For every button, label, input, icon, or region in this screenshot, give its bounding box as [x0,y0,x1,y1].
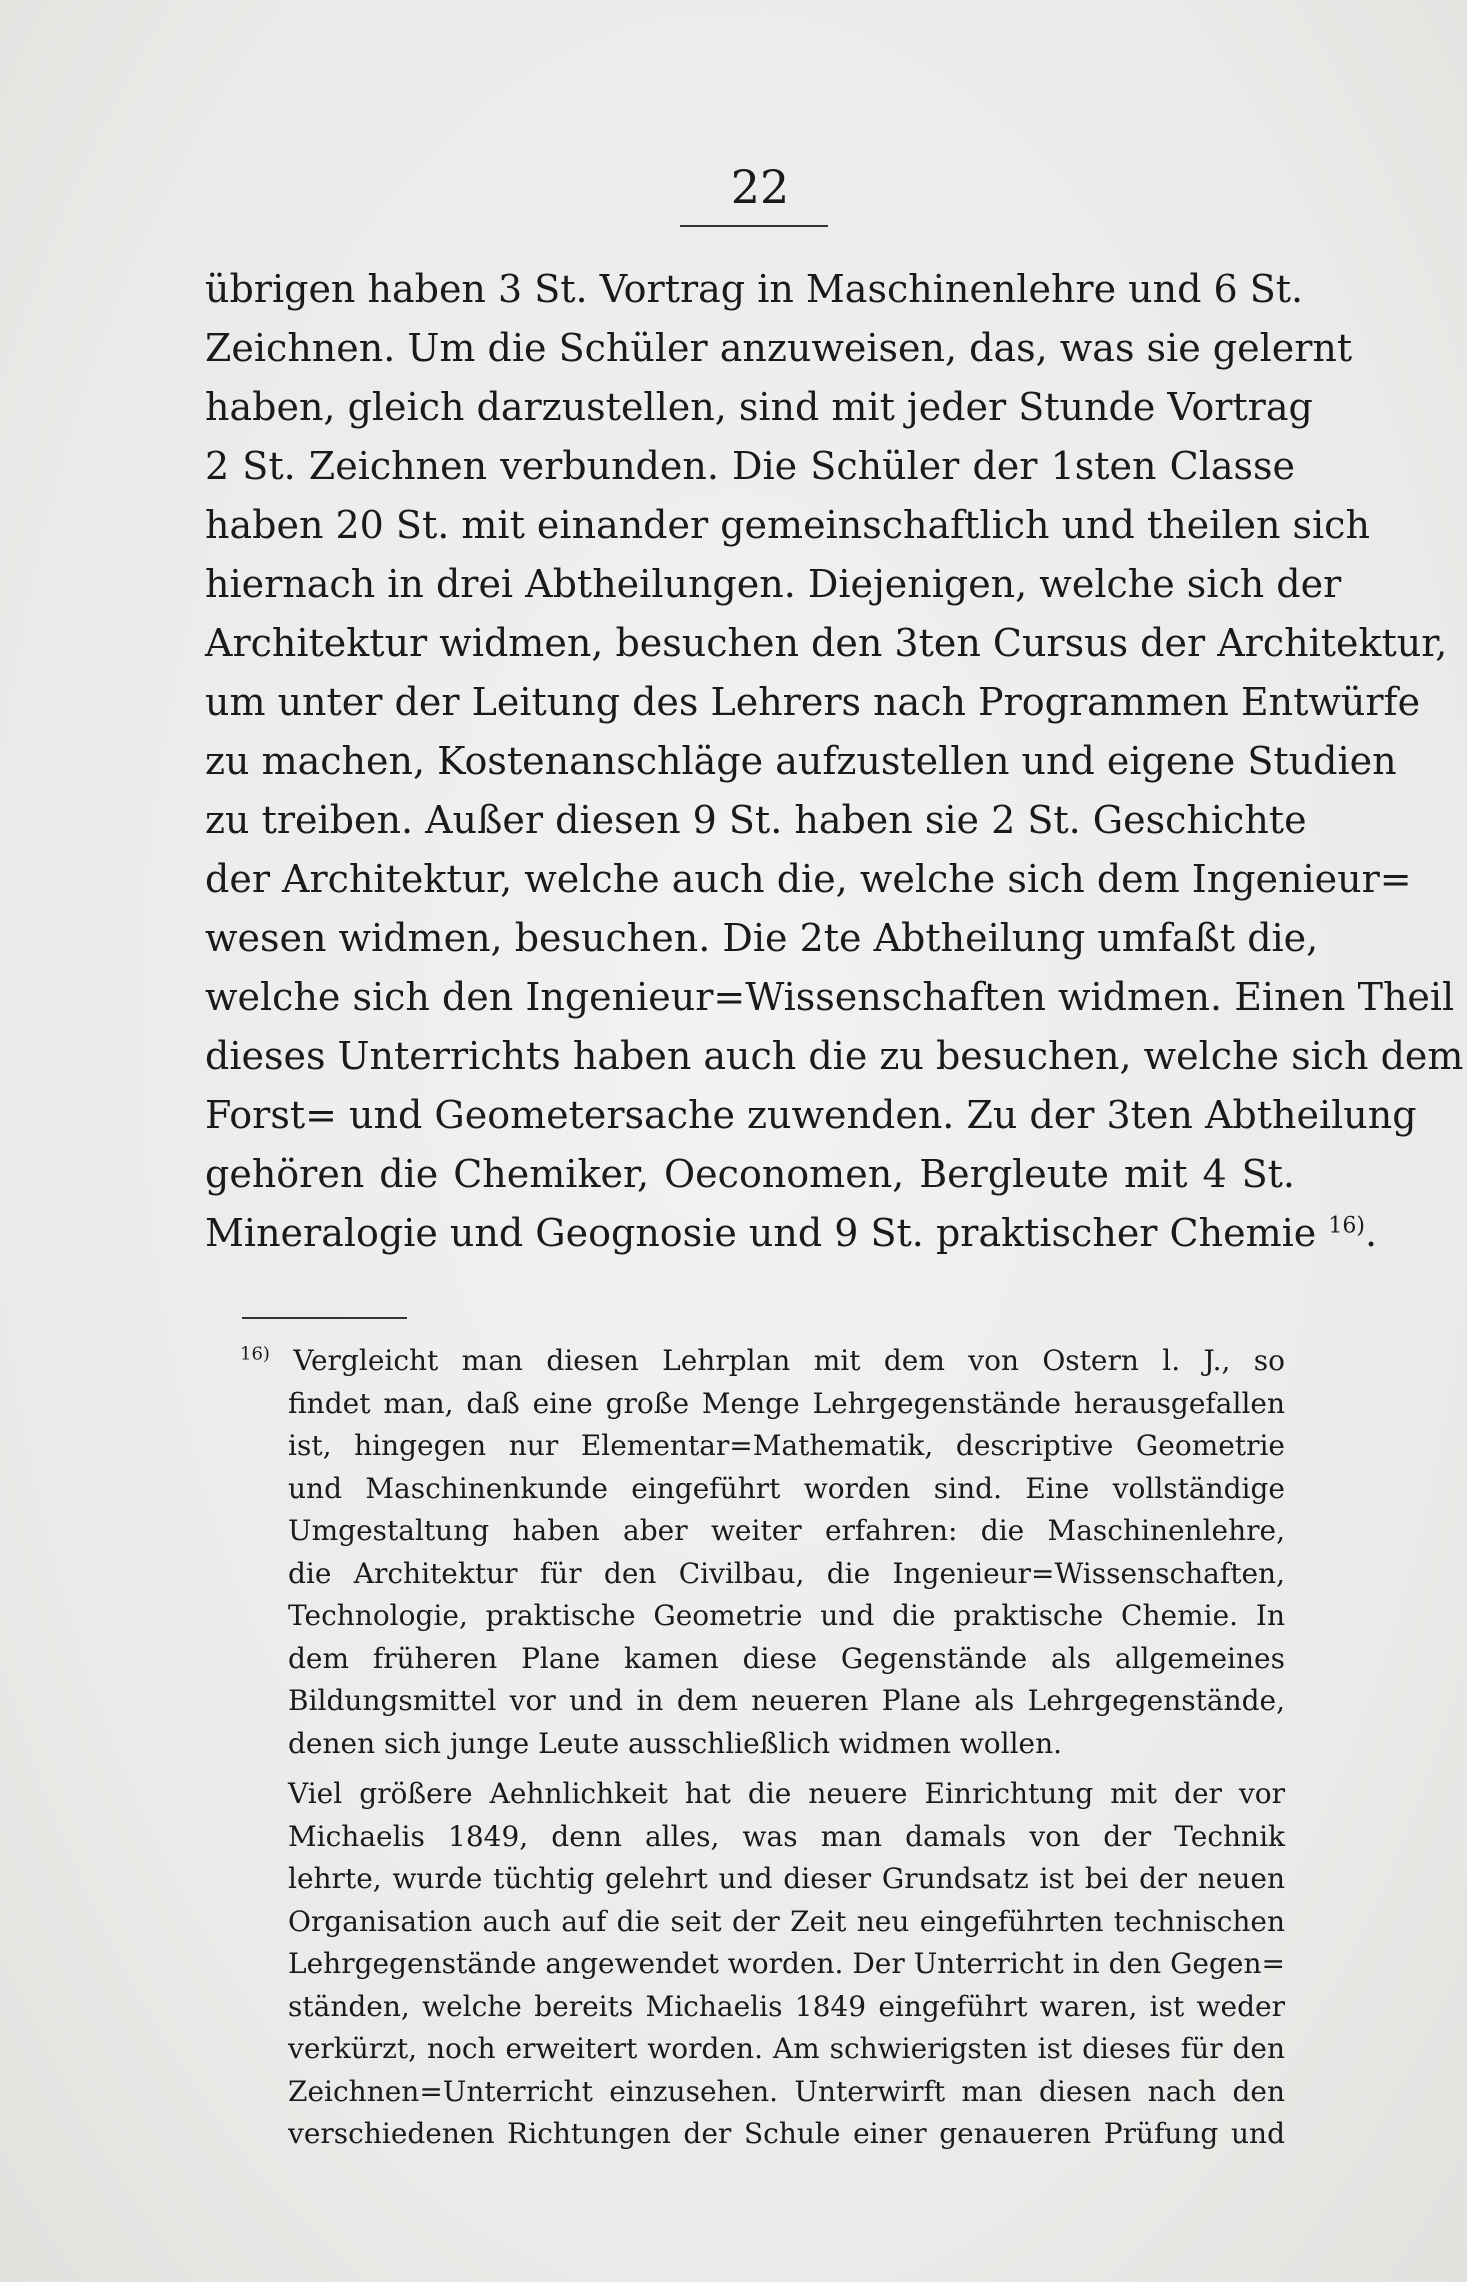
footnote-line: ständen, welche bereits Michaelis 1849 eingeführt waren, ist weder [288,1989,1285,2023]
text-line: wesen widmen, besuchen. Die 2te Abtheilung umfaßt die, [205,916,1319,960]
footnote-line: Viel größere Aehnlichkeit hat die neuere Einrichtung mit der vor [288,1777,1285,1810]
footnote-line: verschiedenen Richtungen der Schule einer genaueren Prüfung und [288,2117,1285,2150]
footnote-paragraph-2 [240,1773,1285,2156]
text-line: Architektur widmen, besuchen den 3ten Cursus der Architektur, [205,621,1448,665]
footnote-rule [242,1317,407,1319]
page-number: 22 [730,160,790,214]
footnotes [240,1340,1285,2156]
text-line: übrigen haben 3 St. Vortrag in Maschinenlehre und 6 St. [205,267,1304,311]
footnote-line: Michaelis 1849, denn alles, was man damals von der Technik [288,1819,1285,1853]
text-line: dieses Unterrichts haben auch die zu besuchen, welche sich dem [205,1034,1464,1078]
footnote-line: Organisation auch auf die seit der Zeit neu eingeführten technischen [288,1904,1285,1938]
main-text [205,260,1464,1263]
text-line-content: Mineralogie und Geognosie und 9 St. praktischer Chemie [205,1211,1317,1255]
footnote-line: die Architektur für den Civilbau, die Ingenieur=Wissenschaften, [288,1556,1285,1590]
text-line: um unter der Leitung des Lehrers nach Programmen Entwürfe [205,680,1421,724]
text-line: hiernach in drei Abtheilungen. Diejenigen, welche sich der [205,562,1342,606]
footnote-line: Zeichnen=Unterricht einzusehen. Unterwirft man diesen nach den [288,2074,1285,2108]
footnote-line: ist, hingegen nur Elementar=Mathematik, descriptive Geometrie [288,1429,1285,1462]
footnote-reference: 16) [1328,1213,1365,1239]
footnote-line: verkürzt, noch erweitert worden. Am schwierigsten ist dieses für den [288,2032,1285,2065]
footnote-line: lehrte, wurde tüchtig gelehrt und dieser Grundsatz ist bei der neuen [288,1862,1285,1895]
text-line-last: Mineralogie und Geognosie und 9 St. praktischer Chemie $^{16)}$. [205,1211,1378,1255]
footnote-line: Bildungsmittel vor und in dem neueren Plane als Lehrgegenstände, [288,1684,1285,1717]
footnote-line: und Maschinenkunde eingeführt worden sind. Eine vollständige [288,1471,1285,1505]
footnote-marker: 16) [240,1343,270,1365]
footnote-line: Umgestaltung haben aber weiter erfahren: die Maschinenlehre, [288,1514,1285,1547]
text-line: der Architektur, welche auch die, welche sich dem Ingenieur= [205,857,1412,901]
text-line: zu machen, Kostenanschläge aufzustellen und eigene Studien [205,739,1397,783]
text-line: Zeichnen. Um die Schüler anzuweisen, das, was sie gelernt [205,326,1353,370]
footnote-line-content: Vergleicht man diesen Lehrplan mit dem von Ostern l. J., so [293,1344,1285,1377]
footnote-line: Technologie, praktische Geometrie und die praktische Chemie. In [288,1599,1285,1632]
text-line: gehören die Chemiker, Oeconomen, Bergleute mit 4 St. [205,1152,1295,1196]
footnote-line: dem früheren Plane kamen diese Gegenstände als allgemeines [288,1641,1285,1675]
text-line: haben 20 St. mit einander gemeinschaftlich und theilen sich [205,503,1370,547]
text-line: haben, gleich darzustellen, sind mit jeder Stunde Vortrag [205,385,1313,429]
text-line: Forst= und Geometersache zuwenden. Zu der 3ten Abtheilung [205,1093,1417,1137]
footnote-line: findet man, daß eine große Menge Lehrgegenstände herausgefallen [288,1386,1285,1420]
header-rule [680,225,828,227]
text-line: 2 St. Zeichnen verbunden. Die Schüler der 1sten Classe [205,444,1295,488]
footnote-line: denen sich junge Leute ausschließlich widmen wollen. [288,1726,1063,1760]
text-line: zu treiben. Außer diesen 9 St. haben sie 2 St. Geschichte [205,798,1307,842]
footnote-line [240,1340,1285,1383]
footnote-line: Lehrgegenstände angewendet worden. Der Unterricht in den Gegen= [288,1947,1285,1980]
text-line: welche sich den Ingenieur=Wissenschaften widmen. Einen Theil [205,975,1455,1019]
